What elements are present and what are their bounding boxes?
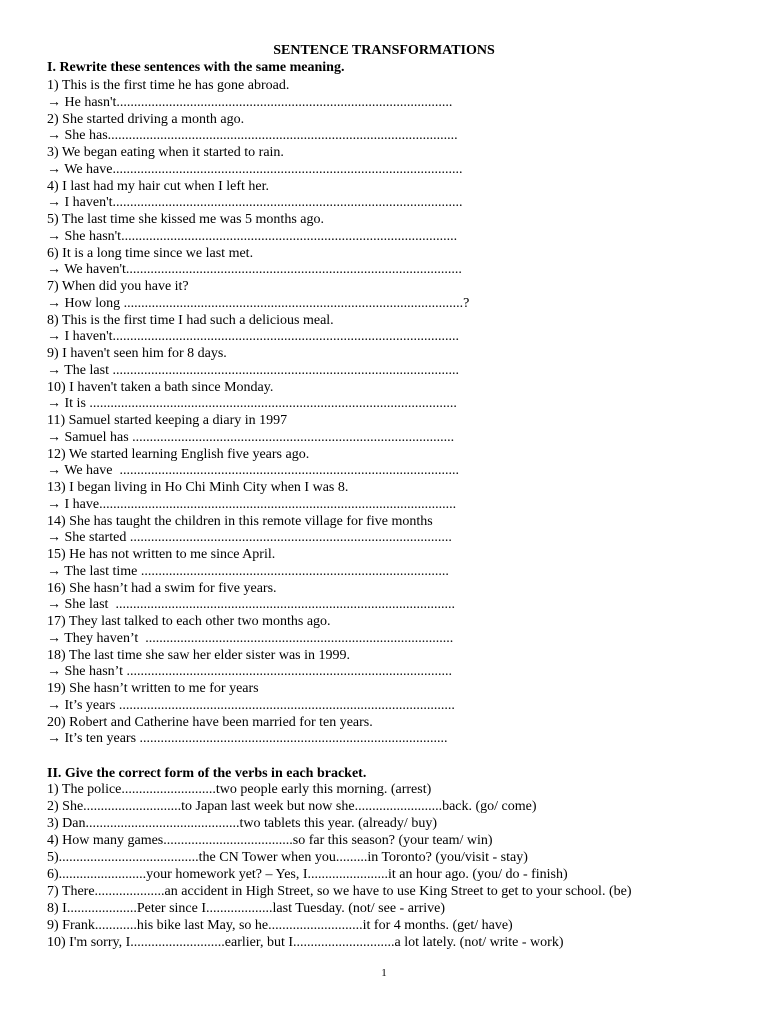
verb-exercise-8: 8) I....................Peter since I...................last Tuesday. (not/ see - arrive)	[47, 901, 446, 916]
question-3: 3) We began eating when it started to rain.	[47, 145, 284, 160]
answer-line-9: → The last ...................................................................................................	[47, 362, 459, 378]
answer-line-19: → It’s years ................................................................................................	[47, 697, 455, 713]
verb-exercise-4: 4) How many games.....................................so far this season? (your team/ win)	[47, 833, 493, 848]
verb-exercise-3: 3) Dan............................................two tablets this year. (already/ buy)	[47, 816, 437, 831]
verb-exercise-5: 5)........................................the CN Tower when you.........in Toronto? (you/visit - stay)	[47, 850, 528, 865]
question-19: 19) She hasn’t written to me for years	[47, 681, 259, 696]
question-13: 13) I began living in Ho Chi Minh City when I was 8.	[47, 480, 349, 495]
section-2-heading: II. Give the correct form of the verbs in each bracket.	[47, 766, 367, 781]
question-5: 5) The last time she kissed me was 5 months ago.	[47, 212, 324, 227]
question-15: 15) He has not written to me since April.	[47, 547, 276, 562]
answer-line-6: → We haven't................................................................................................	[47, 262, 462, 278]
verb-exercise-2: 2) She............................to Japan last week but now she.........................back. (go/ come)	[47, 799, 537, 814]
question-10: 10) I haven't taken a bath since Monday.	[47, 379, 274, 395]
question-7: 7) When did you have it?	[47, 279, 189, 294]
answer-line-5: → She hasn't................................................................................................	[47, 228, 458, 244]
question-9: 9) I haven't seen him for 8 days.	[47, 346, 227, 361]
answer-line-17: → They haven’t ........................................................................................	[47, 630, 454, 646]
answer-line-8: → I haven't...................................................................................................	[47, 329, 460, 345]
answer-line-16: → She last .................................................................................................	[47, 597, 455, 613]
answer-line-12: → We have .................................................................................................	[47, 463, 459, 479]
answer-line-11: → Samuel has ............................................................................................	[47, 429, 455, 445]
answer-line-3: → We have....................................................................................................	[47, 161, 463, 177]
answer-line-4: → I haven't....................................................................................................	[47, 195, 463, 211]
title-text: SENTENCE TRANSFORMATIONS	[273, 43, 495, 58]
question-14: 14) She has taught the children in this remote village for five months	[47, 513, 433, 529]
answer-line-10: → It is .........................................................................................................	[47, 396, 457, 412]
answer-line-14: → She started ............................................................................................	[47, 530, 452, 546]
answer-line-2: → She has....................................................................................................	[47, 128, 458, 144]
verb-exercise-9: 9) Frank............his bike last May, so he...........................it for 4 months. (get/ have)	[47, 918, 513, 933]
answer-line-15: → The last time ........................................................................................	[47, 563, 449, 579]
question-8: 8) This is the first time I had such a delicious meal.	[47, 312, 334, 328]
question-1: 1) This is the first time he has gone abroad.	[47, 78, 290, 93]
verb-exercise-1: 1) The police...........................two people early this morning. (arrest)	[47, 782, 432, 797]
answer-line-20: → It’s ten years ........................................................................................	[47, 731, 448, 747]
section-1-heading: I. Rewrite these sentences with the same meaning.	[47, 60, 345, 75]
verb-exercise-6: 6).........................your homework yet? – Yes, I.......................it an hour ago. (you/ do - finish)	[47, 867, 568, 882]
question-12: 12) We started learning English five years ago.	[47, 446, 310, 462]
question-20: 20) Robert and Catherine have been married for ten years.	[47, 714, 373, 730]
answer-line-1: → He hasn't................................................................................................	[47, 94, 453, 110]
page-number: 1	[381, 967, 387, 979]
answer-line-13: → I have......................................................................................................	[47, 496, 457, 512]
question-11: 11) Samuel started keeping a diary in 1997	[47, 413, 288, 428]
answer-line-7: → How long .................................................................................................?	[47, 295, 470, 311]
question-18: 18) The last time she saw her elder sister was in 1999.	[47, 647, 351, 663]
verb-exercise-7: 7) There....................an accident in High Street, so we have to use King Street to get to your school. (be)	[47, 884, 632, 899]
question-4: 4) I last had my hair cut when I left her.	[47, 178, 269, 194]
question-16: 16) She hasn’t had a swim for five years.	[47, 580, 277, 596]
verb-exercise-10: 10) I'm sorry, I...........................earlier, but I.............................a lot lately. (not/ write - work)	[47, 935, 564, 950]
page-title	[0, 42, 768, 59]
question-2: 2) She started driving a month ago.	[47, 111, 245, 127]
question-6: 6) It is a long time since we last met.	[47, 245, 254, 261]
question-17: 17) They last talked to each other two months ago.	[47, 614, 331, 629]
answer-line-18: → She hasn’t .............................................................................................	[47, 664, 452, 680]
